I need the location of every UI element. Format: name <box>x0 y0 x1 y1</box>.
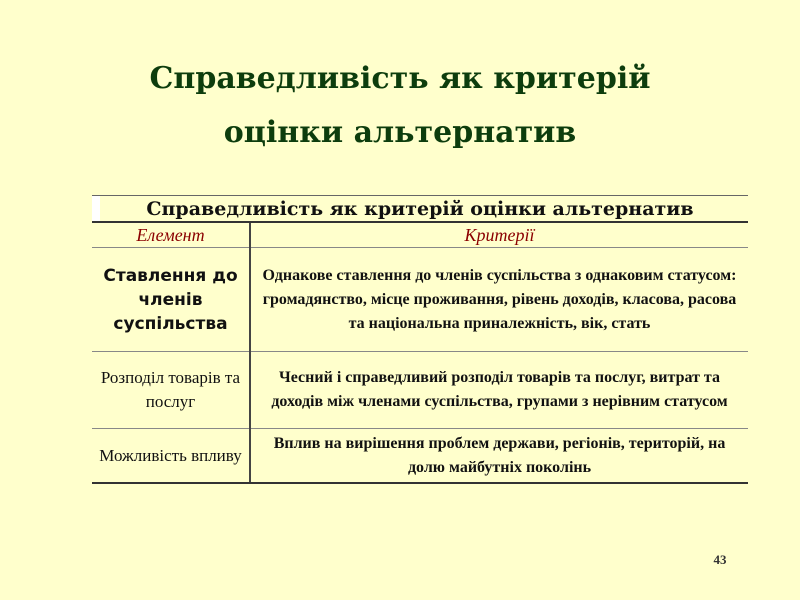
table-caption-row <box>92 196 748 223</box>
criteria-table <box>92 195 748 484</box>
table-row <box>92 429 748 484</box>
row-element: Ставлення до членів суспільства <box>92 248 250 352</box>
slide-title-line-2: оцінки альтернатив <box>223 115 577 150</box>
page-number: 43 <box>713 552 727 567</box>
row-criteria: Чесний і справедливий розподіл товарів та послуг, витрат та доходів між членами суспільства, групами з нерівним статусом <box>250 352 748 429</box>
table-caption: Справедливість як критерій оцінки альтернатив <box>92 196 748 223</box>
slide-title-line-1: Справедливість як критерій <box>149 61 651 96</box>
row-element: Можливість впливу <box>92 429 250 484</box>
header-criteria: Критерії <box>250 222 748 248</box>
row-criteria: Однакове ставлення до членів суспільства з однаковим статусом: громадянство, місце проживання, рівень доходів, класова, расова та національна приналежність, вік, стать <box>250 248 748 352</box>
slide-title <box>0 52 800 160</box>
row-element: Розподіл товарів та послуг <box>92 352 250 429</box>
row-criteria: Вплив на вирішення проблем держави, регіонів, територій, на долю майбутніх поколінь <box>250 429 748 484</box>
header-element: Елемент <box>92 222 250 248</box>
table-row <box>92 352 748 429</box>
table-header-row <box>92 222 748 248</box>
table-row <box>92 248 748 352</box>
